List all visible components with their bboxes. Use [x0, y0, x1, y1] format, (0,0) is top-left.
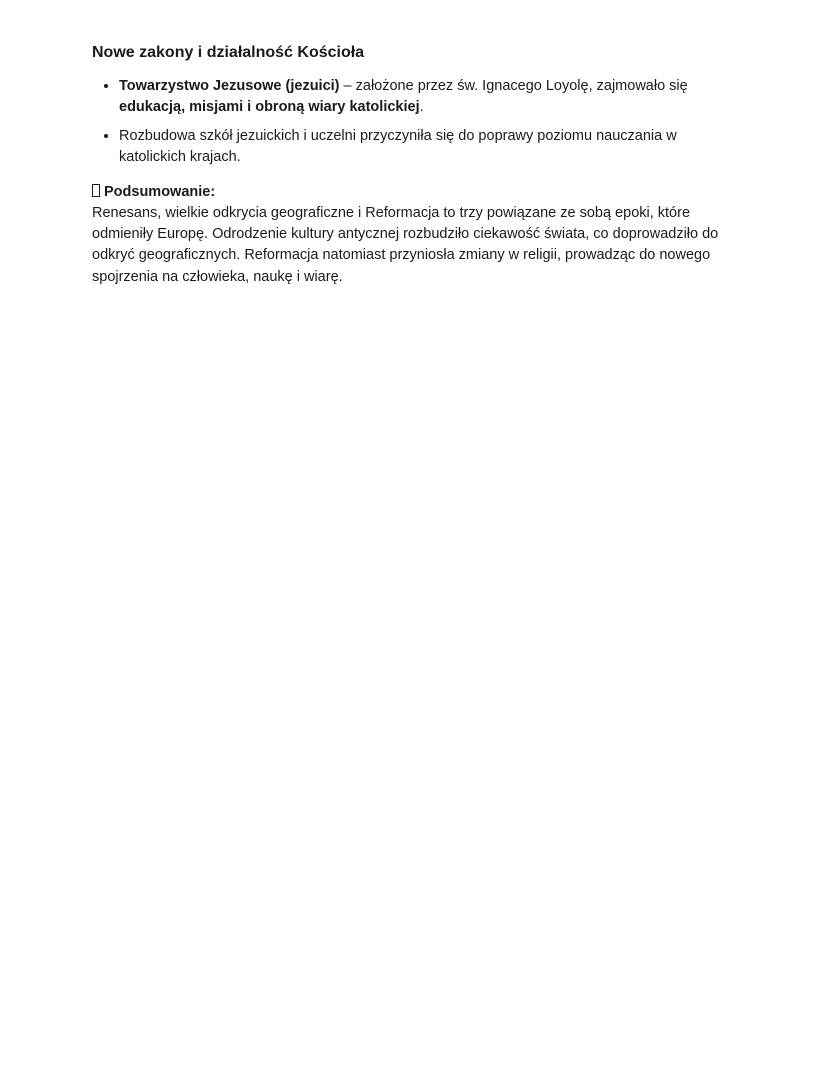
- bullet-list: [92, 76, 742, 168]
- bullet-bold-tail: edukacją, misjami i obroną wiary katolickiej: [119, 99, 420, 115]
- bullet-text: Rozbudowa szkół jezuickich i uczelni przyczyniła się do poprawy poziomu nauczania w katolickich krajach.: [119, 128, 677, 165]
- list-item: [119, 76, 742, 118]
- bullet-end: .: [419, 99, 424, 115]
- summary-paragraph: Renesans, wielkie odkrycia geograficzne i Reformacja to trzy powiązane ze sobą epoki, które odmieniły Europę. Odrodzenie kultury antycznej rozbudziło ciekawość świata, co doprowadziło do odkryć geograficznych. Reformacja natomiast przyniosła zmiany w religii, prowadząc do nowego spojrzenia na człowieka, naukę i wiarę.: [92, 205, 719, 285]
- bullet-text: – założone przez św. Ignacego Loyolę, zajmowało się: [339, 78, 688, 94]
- missing-glyph-icon: [92, 184, 100, 197]
- document-page: [92, 42, 742, 288]
- section-heading: Nowe zakony i działalność Kościoła: [92, 44, 365, 61]
- list-item: [119, 126, 742, 168]
- summary-label: Podsumowanie:: [104, 184, 216, 200]
- bullet-bold-lead: Towarzystwo Jezusowe (jezuici): [119, 78, 340, 94]
- summary-label-row: [92, 182, 742, 203]
